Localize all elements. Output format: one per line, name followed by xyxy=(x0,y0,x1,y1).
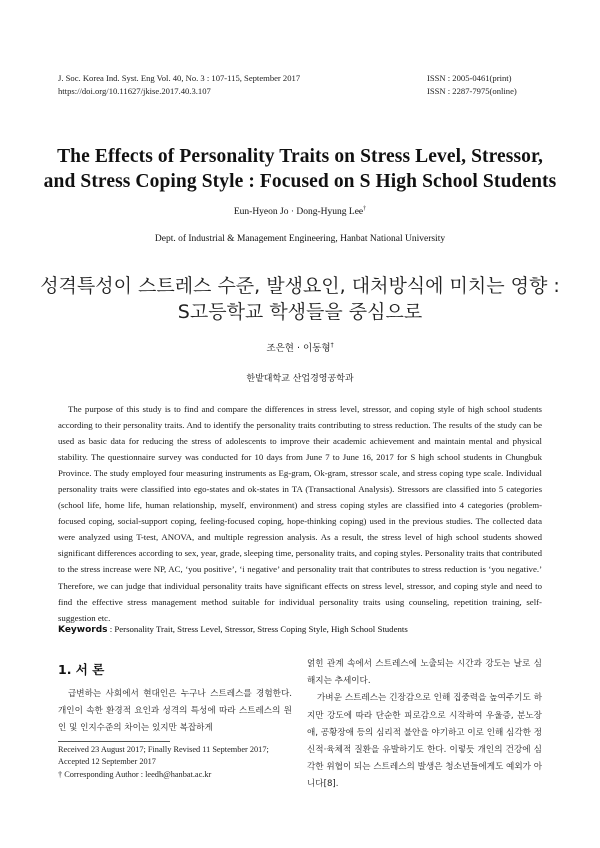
authors-en-names: Eun-Hyeon Jo · Dong-Hyung Lee xyxy=(233,207,364,218)
right-column-text xyxy=(307,656,542,794)
authors-ko xyxy=(0,340,600,354)
doi-link[interactable]: https://doi.org/10.11627/jkise.2017.40.3.107 xyxy=(58,86,211,96)
abstract: The purpose of this study is to find and compare the differences in stress level, stressor, and coping style of high school students according to their personality traits. And to identify the personality traits contributing to stress reduction. The results of the study can be used as basic data for reducing the stress of adolescents to improve their academic achievement and maintain mental and physical stability. The questionnaire survey was conducted for 10 days from June 7 to June 16, 2017 for S high school students in Chungbuk Province. The study employed four measuring instruments as Eg-gram, Ok-gram, stressor scale, and stress coping type scale. Individual personality traits were classified into ego-states and ok-states in TA (Transactional Analysis). Stressors are classified into 5 categories (school life, home life, human relationship, myself, environment) and stress coping styles are classified into 4 categories (problem-focused coping, social-support coping, feeling-focused coping, hope-thinking coping) used in the previous studies. The collected data were analyzed using T-test, ANOVA, and multiple regression analysis. As a result, the stress level of high school students showed significant differences according to sex, year, grade, sleeping time, personality traits, and coping styles. Personality traits that contributed to the stress increase were NP, AC, ‘you positive’, ‘i negative’ and personality trait that contributes to stress reduction is ‘you negative.’ Therefore, we can judge that individual personality traits have significant effects on stress level, stressor, and coping style and need to find the effective stress management method suitable for individual personality traits using counseling, repetition training, self-suggestion etc. xyxy=(58,404,542,623)
corresponding-mark-ko: † xyxy=(330,341,334,349)
authors-ko-names: 조은현 · 이동형 xyxy=(266,343,331,354)
paper-title-en-line1: The Effects of Personality Traits on Stress Level, Stressor, xyxy=(57,146,543,167)
corresponding-mark: † xyxy=(363,206,367,212)
paper-title-en xyxy=(30,144,570,194)
corresponding-author: Corresponding Author : leedh@hanbat.ac.kr xyxy=(62,770,212,779)
issn-print: ISSN : 2005-0461(print) xyxy=(427,73,512,83)
affiliation-ko: 한밭대학교 산업경영공학과 xyxy=(246,374,354,384)
issn-online: ISSN : 2287-7975(online) xyxy=(427,86,517,96)
footnote-corresponding xyxy=(58,769,288,781)
footnote-received: Received 23 August 2017; Finally Revised 11 September 2017; Accepted 12 September 2017 xyxy=(58,745,269,767)
paper-title-ko xyxy=(20,273,580,325)
paper-title-en-line2: and Stress Coping Style : Focused on S High School Students xyxy=(43,171,557,192)
intro-paragraph-2: 가벼운 스트레스는 긴장감으로 인해 집중력을 높여주기도 하지만 강도에 따라 단순한 피로감으로 시작하여 우울증, 분노장애, 공황장애 등의 심리적 불안을 야기하고 이로 인해 심각한 정신적·육체적 질환을 유발하기도 한다. 이렇듯 개인의 건강에 심각한 위협이 되는 스트레스의 발생은 청소년들에게도 예외가 아니다[8]. xyxy=(307,693,542,790)
footnote-mark: † xyxy=(58,770,63,779)
keywords-separator: : xyxy=(107,624,115,634)
left-column-text xyxy=(58,686,292,738)
paper-title-ko-line2: S고등학교 학생들을 중심으로 xyxy=(177,301,423,323)
paper-title-ko-line1: 성격특성이 스트레스 수준, 발생요인, 대처방식에 미치는 영향 : xyxy=(40,275,560,297)
keywords-value: Personality Trait, Stress Level, Stressor, Stress Coping Style, High School Students xyxy=(114,624,408,634)
affiliation-en: Dept. of Industrial & Management Engineering, Hanbat National University xyxy=(154,234,446,244)
intro-paragraph-continued: 얽힌 관계 속에서 스트레스에 노출되는 시간과 강도는 날로 심해지는 추세이다. xyxy=(307,659,542,687)
journal-citation: J. Soc. Korea Ind. Syst. Eng Vol. 40, No. 3 : 107-115, September 2017 xyxy=(58,73,301,83)
authors-en xyxy=(0,206,600,217)
section-heading-introduction: 1. 서 론 xyxy=(58,662,105,677)
keywords-label: Keywords xyxy=(58,625,108,635)
footnote-divider xyxy=(58,741,170,742)
intro-paragraph-1: 급변하는 사회에서 현대인은 누구나 스트레스를 경험한다. 개인이 속한 환경적 요인과 성격의 특성에 따라 스트레스의 원인 및 인지수준의 차이는 있지만 복잡하게 xyxy=(58,689,292,734)
keywords xyxy=(58,624,542,635)
